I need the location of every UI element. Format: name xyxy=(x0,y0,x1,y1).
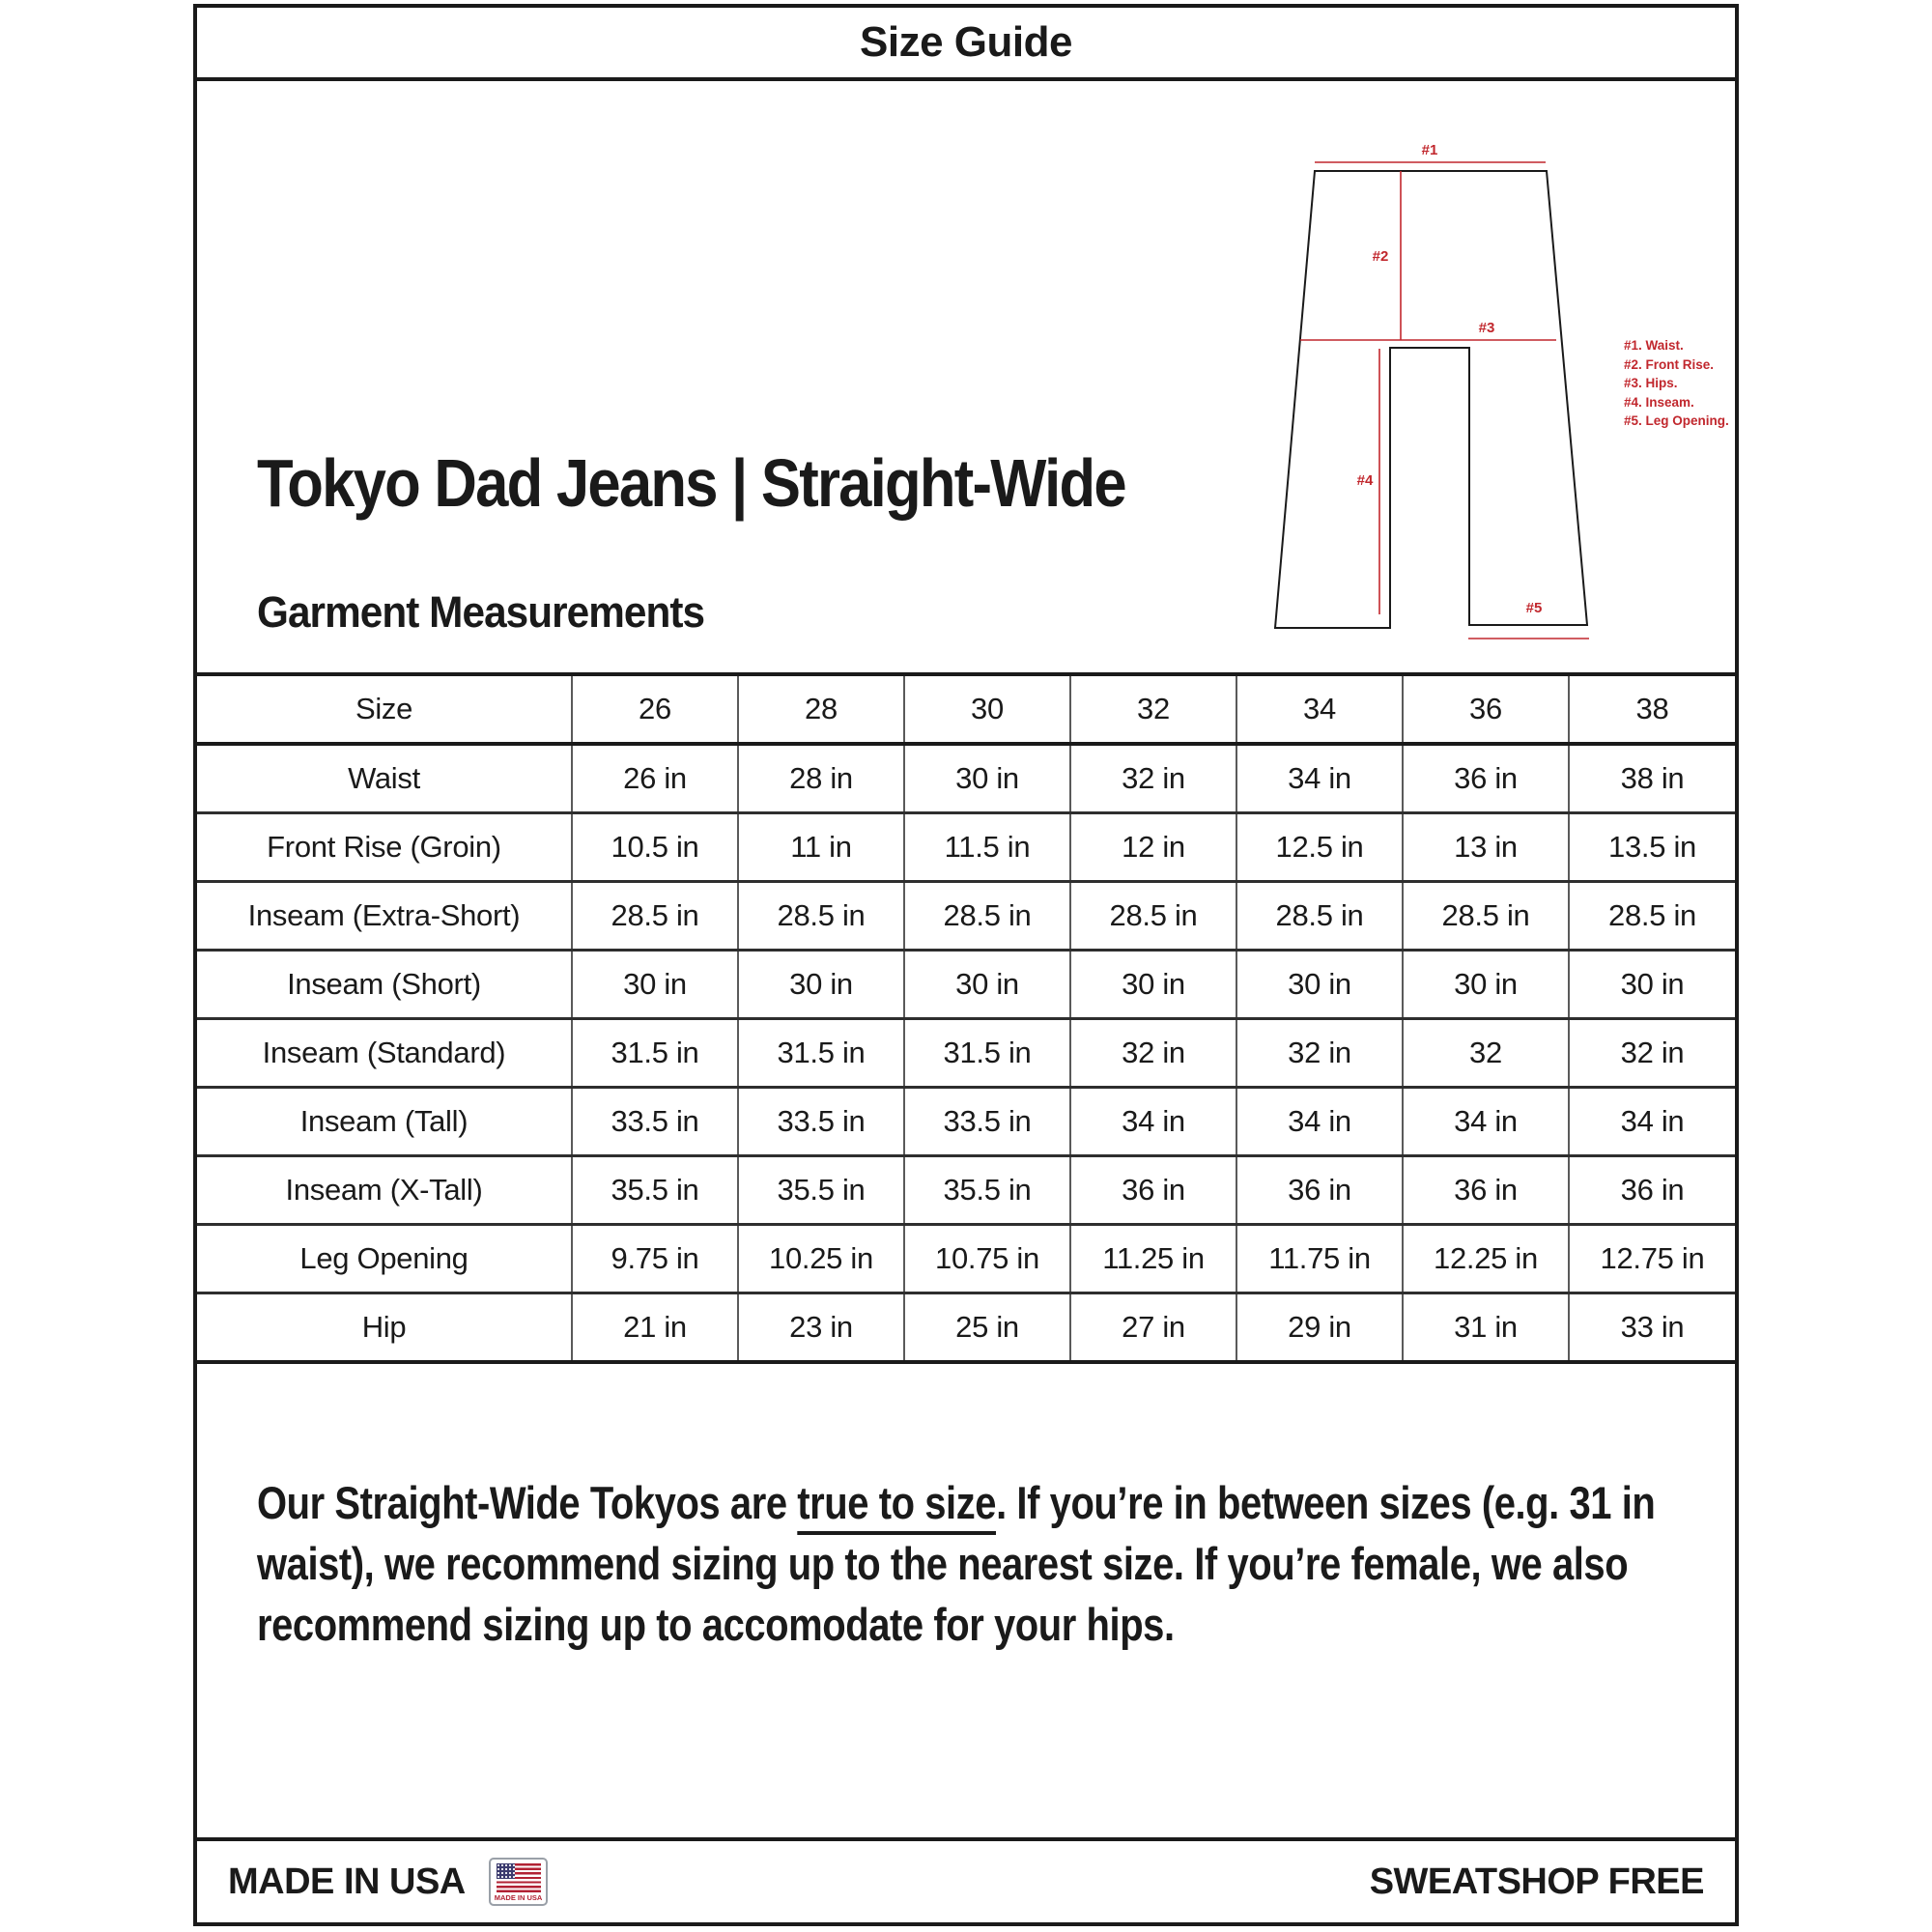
measurement-cell: 12.75 in xyxy=(1569,1225,1735,1293)
measurement-cell: 32 in xyxy=(1070,744,1236,813)
measurement-cell: 10.25 in xyxy=(738,1225,904,1293)
legend-line: #3. Hips. xyxy=(1624,376,1678,390)
measurement-cell: 32 in xyxy=(1070,1019,1236,1088)
size-guide-document xyxy=(193,4,1739,1926)
measurement-cell: 30 in xyxy=(904,744,1070,813)
measurement-cell: 13 in xyxy=(1403,813,1569,882)
measurement-cell: 12.5 in xyxy=(1236,813,1403,882)
marker-leg-opening: #5 xyxy=(1525,600,1543,616)
table-column-header: 36 xyxy=(1403,674,1569,744)
measurement-cell: 31.5 in xyxy=(572,1019,738,1088)
measurement-cell: 30 in xyxy=(738,951,904,1019)
row-label: Inseam (X-Tall) xyxy=(197,1156,572,1225)
row-label: Hip xyxy=(197,1293,572,1363)
jeans-outline xyxy=(1275,171,1587,628)
made-in-usa-group xyxy=(228,1858,548,1906)
measurement-cell: 11 in xyxy=(738,813,904,882)
row-label: Inseam (Short) xyxy=(197,951,572,1019)
measurement-cell: 12 in xyxy=(1070,813,1236,882)
row-label: Inseam (Extra-Short) xyxy=(197,882,572,951)
marker-inseam: #4 xyxy=(1356,472,1374,489)
measurement-cell: 28.5 in xyxy=(904,882,1070,951)
measurement-cell: 35.5 in xyxy=(738,1156,904,1225)
product-title: Tokyo Dad Jeans | Straight-Wide xyxy=(257,445,1125,521)
table-row xyxy=(197,1225,1735,1293)
made-in-usa-label: MADE IN USA xyxy=(228,1861,466,1902)
table-column-header: 34 xyxy=(1236,674,1403,744)
legend-line: #5. Leg Opening. xyxy=(1624,413,1729,428)
us-flag-icon xyxy=(497,1863,541,1892)
measurement-cell: 9.75 in xyxy=(572,1225,738,1293)
measurement-cell: 34 in xyxy=(1569,1088,1735,1156)
title-bar xyxy=(197,8,1735,81)
measurement-cell: 11.25 in xyxy=(1070,1225,1236,1293)
marker-front-rise: #2 xyxy=(1372,248,1389,265)
table-row xyxy=(197,1019,1735,1088)
sizing-note xyxy=(257,1472,1704,1655)
measurement-cell: 11.75 in xyxy=(1236,1225,1403,1293)
page-title: Size Guide xyxy=(860,18,1072,66)
measurement-cell: 28 in xyxy=(738,744,904,813)
table-row xyxy=(197,1156,1735,1225)
measurement-cell: 35.5 in xyxy=(904,1156,1070,1225)
measurement-cell: 31.5 in xyxy=(738,1019,904,1088)
legend-line: #1. Waist. xyxy=(1624,338,1684,353)
measurement-cell: 23 in xyxy=(738,1293,904,1363)
bottom-bar xyxy=(197,1837,1735,1922)
measurement-cell: 36 in xyxy=(1569,1156,1735,1225)
measurement-cell: 26 in xyxy=(572,744,738,813)
measurement-cell: 34 in xyxy=(1236,744,1403,813)
measurement-cell: 28.5 in xyxy=(1569,882,1735,951)
measurements-table xyxy=(197,672,1735,1364)
table-row xyxy=(197,882,1735,951)
marker-waist: #1 xyxy=(1421,142,1438,158)
us-flag-canton xyxy=(497,1863,515,1879)
measurement-cell: 25 in xyxy=(904,1293,1070,1363)
measurement-cell: 30 in xyxy=(572,951,738,1019)
table-row xyxy=(197,1293,1735,1363)
measurement-cell: 28.5 in xyxy=(572,882,738,951)
measurement-cell: 28.5 in xyxy=(1403,882,1569,951)
row-label: Waist xyxy=(348,761,420,795)
measurement-cell: 36 in xyxy=(1070,1156,1236,1225)
note-lead: Our Straight-Wide Tokyos are xyxy=(257,1477,798,1528)
table-header-row xyxy=(197,674,1735,744)
measurement-cell: 34 in xyxy=(1403,1088,1569,1156)
row-label: Front Rise (Groin) xyxy=(197,813,572,882)
note-underlined: true to size xyxy=(797,1477,996,1535)
table-column-header: 38 xyxy=(1569,674,1735,744)
measurement-cell: 32 in xyxy=(1236,1019,1403,1088)
measurement-cell: 36 in xyxy=(1403,1156,1569,1225)
row-label: Leg Opening xyxy=(197,1225,572,1293)
measurement-cell: 36 in xyxy=(1236,1156,1403,1225)
table-row xyxy=(197,744,1735,813)
sweatshop-free-label: SWEATSHOP FREE xyxy=(1369,1861,1704,1902)
row-label: Inseam (Standard) xyxy=(197,1019,572,1088)
measurement-cell: 30 in xyxy=(1070,951,1236,1019)
table-row xyxy=(197,1088,1735,1156)
measurement-cell: 30 in xyxy=(1569,951,1735,1019)
measurement-cell: 32 in xyxy=(1569,1019,1735,1088)
measurement-cell: 12.25 in xyxy=(1403,1225,1569,1293)
legend-line: #4. Inseam. xyxy=(1624,394,1694,410)
table-row xyxy=(197,951,1735,1019)
measurement-cell: 38 in xyxy=(1569,744,1735,813)
flag-caption: MADE IN USA xyxy=(494,1893,543,1902)
measurement-cell: 10.75 in xyxy=(904,1225,1070,1293)
measurement-cell: 27 in xyxy=(1070,1293,1236,1363)
measurement-cell: 28.5 in xyxy=(738,882,904,951)
measurement-cell: 28.5 in xyxy=(1236,882,1403,951)
measurement-cell: 36 in xyxy=(1403,744,1569,813)
measurement-cell: 30 in xyxy=(1403,951,1569,1019)
marker-hips: #3 xyxy=(1478,320,1495,336)
measurement-cell: 21 in xyxy=(572,1293,738,1363)
measurement-cell: 28.5 in xyxy=(1070,882,1236,951)
measurement-cell: 30 in xyxy=(1236,951,1403,1019)
measurement-cell: 33.5 in xyxy=(904,1088,1070,1156)
measurement-cell: 33.5 in xyxy=(572,1088,738,1156)
row-label: Inseam (Tall) xyxy=(197,1088,572,1156)
measurement-cell: 10.5 in xyxy=(572,813,738,882)
note-rest: . If you’re in between sizes (e.g. 31 in waist), we recommend sizing up to the nearest size. If you’re female, we also recommend sizing up to accomodate for your hips. xyxy=(257,1477,1656,1650)
measurement-cell: 34 in xyxy=(1070,1088,1236,1156)
diagram-legend xyxy=(1624,336,1729,431)
measurement-cell: 32 xyxy=(1403,1019,1569,1088)
made-in-usa-flag-badge xyxy=(489,1858,549,1906)
measurement-cell: 11.5 in xyxy=(904,813,1070,882)
table-column-header: 32 xyxy=(1070,674,1236,744)
measurement-cell: 29 in xyxy=(1236,1293,1403,1363)
measurement-cell: 30 in xyxy=(904,951,1070,1019)
table-column-header: 26 xyxy=(572,674,738,744)
measurement-cell: 33 in xyxy=(1569,1293,1735,1363)
table-column-header: 28 xyxy=(738,674,904,744)
measurement-cell: 35.5 in xyxy=(572,1156,738,1225)
table-column-header: 30 xyxy=(904,674,1070,744)
table-column-header: Size xyxy=(197,674,572,744)
legend-line: #2. Front Rise. xyxy=(1624,356,1715,372)
measurement-cell: 31.5 in xyxy=(904,1019,1070,1088)
measurement-cell: 13.5 in xyxy=(1569,813,1735,882)
measurement-cell: 33.5 in xyxy=(738,1088,904,1156)
measurement-cell: 31 in xyxy=(1403,1293,1569,1363)
section-heading: Garment Measurements xyxy=(257,587,705,637)
table-row xyxy=(197,813,1735,882)
measurement-cell: 34 in xyxy=(1236,1088,1403,1156)
